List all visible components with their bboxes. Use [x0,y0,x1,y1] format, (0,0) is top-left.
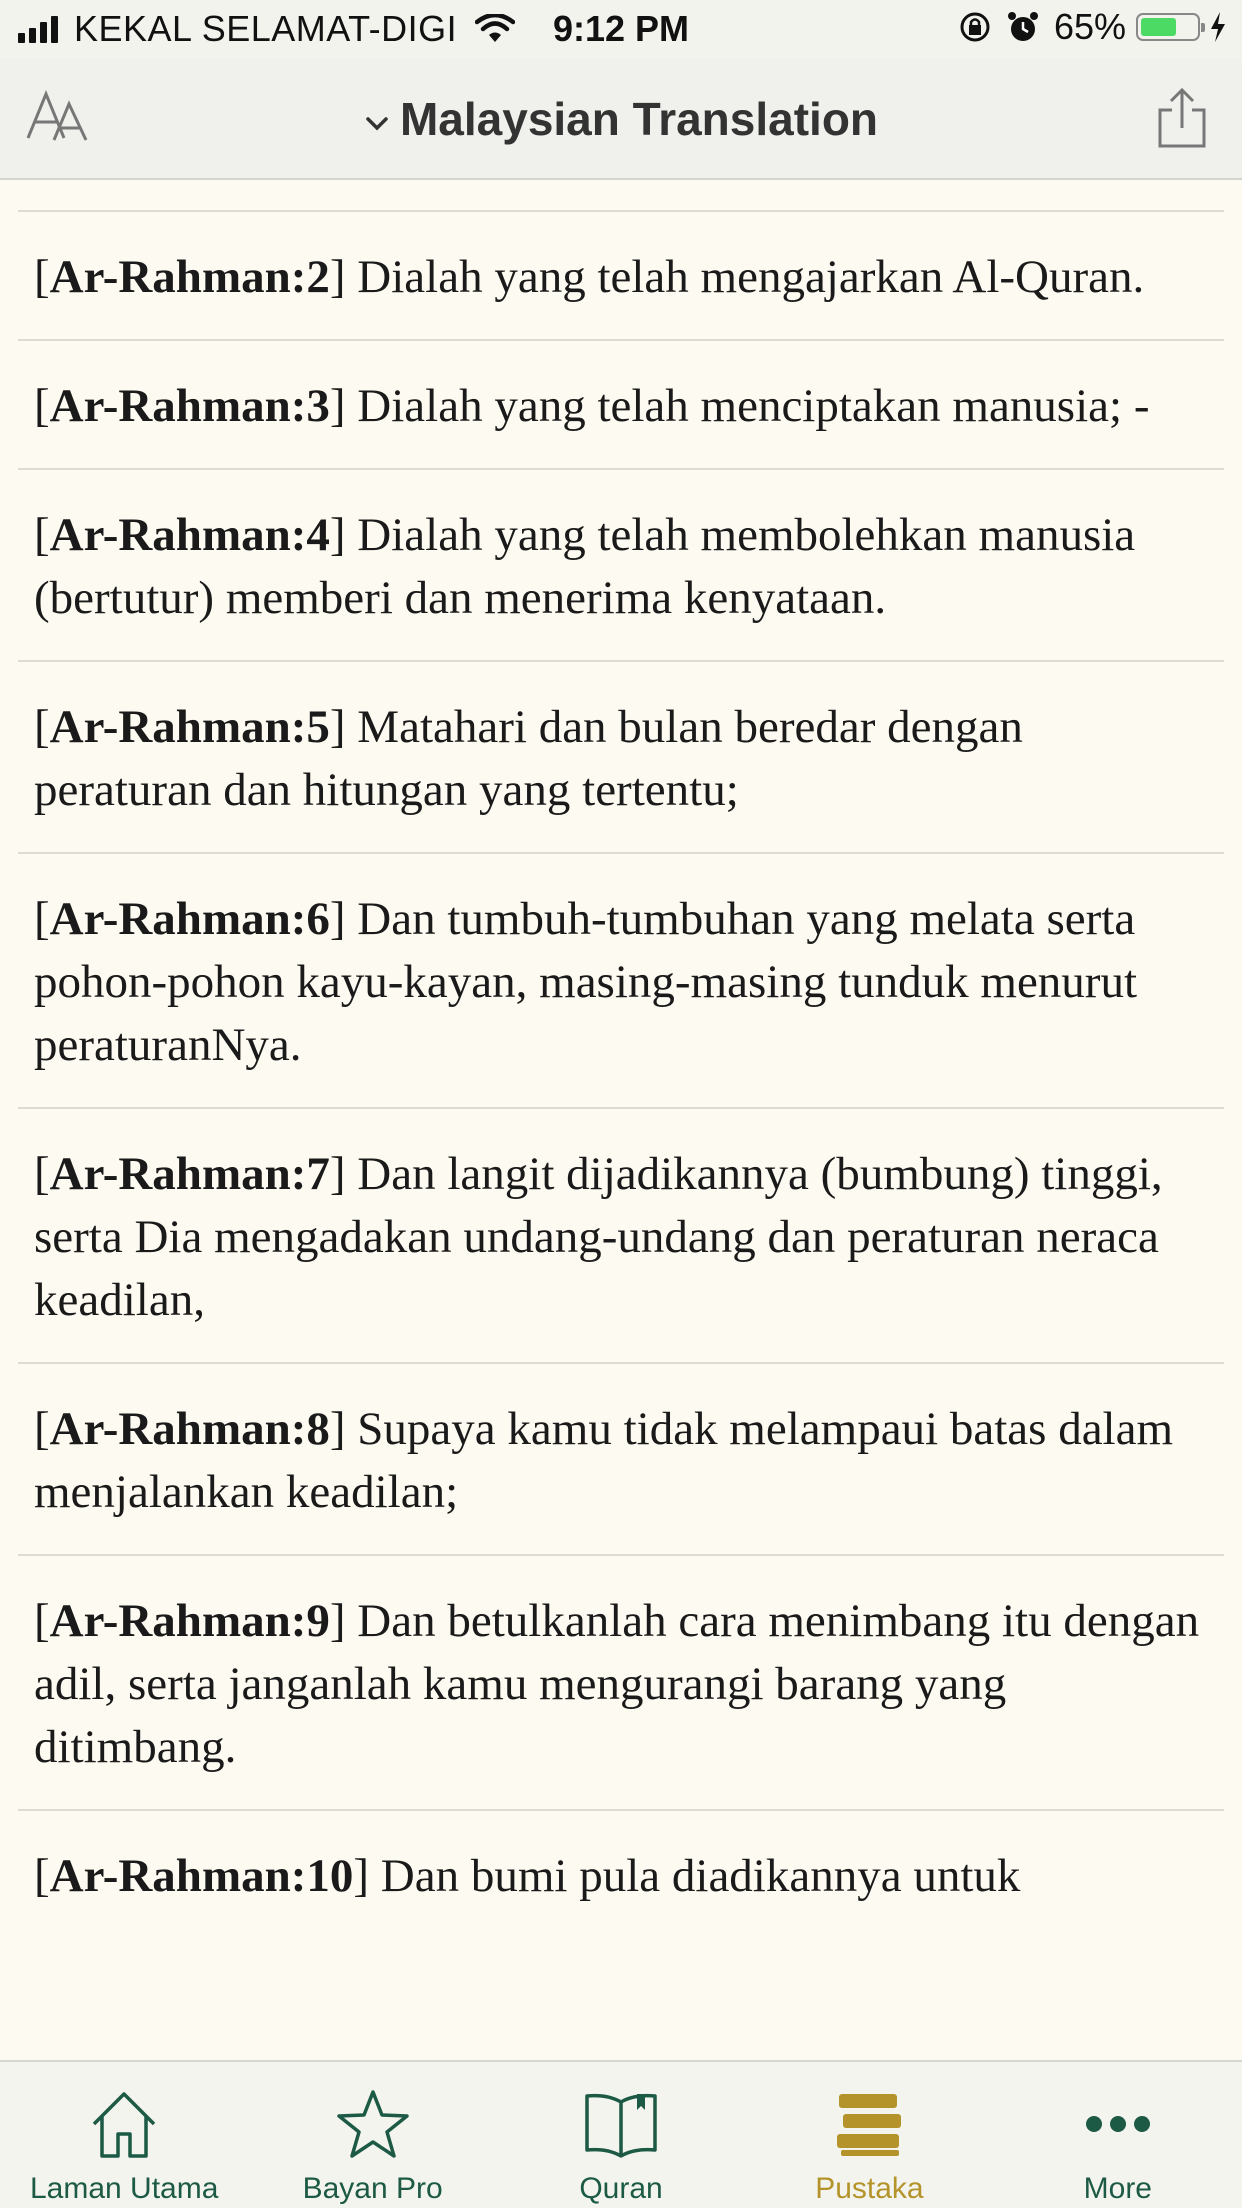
verse-ref: Ar-Rahman:3 [49,380,330,432]
verse-item[interactable]: [Ar-Rahman:4] Dialah yang telah membolehkan manusia (bertutur) memberi dan menerima kenyataan. [18,468,1224,660]
alarm-icon [1006,10,1040,44]
tab-label: Laman Utama [29,2172,219,2205]
home-icon [86,2088,162,2160]
carrier-name: KEKAL SELAMAT-DIGI [74,8,458,49]
more-icon [1078,2088,1158,2160]
battery-percent: 65% [1053,6,1126,47]
tab-label: Pustaka [815,2172,924,2205]
verse-text: Dan betulkanlah cara menimbang itu dengan adil, serta janganlah kamu mengurangi barang yang ditimbang. [34,1595,1200,1773]
verse-ref: Ar-Rahman:6 [49,893,330,945]
library-icon [829,2088,909,2160]
verse-item[interactable]: [Ar-Rahman:9] Dan betulkanlah cara menimbang itu dengan adil, serta janganlah kamu mengurangi barang yang ditimbang. [18,1554,1224,1809]
verse-ref: Ar-Rahman:10 [49,1850,354,1902]
clock-time: 9:12 PM [552,8,690,49]
tab-label: Bayan Pro [302,2172,443,2205]
verse-text: Dialah yang telah membolehkan manusia (bertutur) memberi dan menerima kenyataan. [34,509,1136,624]
verse-text: Supaya kamu tidak melampaui batas dalam menjalankan keadilan; [34,1403,1174,1518]
verse-list[interactable] [18,180,1224,2060]
chevron-down-icon [364,110,390,136]
verse-item[interactable]: [Ar-Rahman:6] Dan tumbuh-tumbuhan yang melata serta pohon-pohon kayu-kayan, masing-masing tunduk menurut peraturanNya. [18,852,1224,1107]
verse-ref: Ar-Rahman:5 [49,701,330,753]
verse-item[interactable]: [Ar-Rahman:3] Dialah yang telah menciptakan manusia; - [18,339,1224,468]
status-bar [0,0,1242,58]
verse-ref: Ar-Rahman:7 [49,1148,330,1200]
share-icon[interactable] [1154,86,1210,150]
verse-text: Dan tumbuh-tumbuhan yang melata serta pohon-pohon kayu-kayan, masing-masing tunduk menurut peraturanNya. [34,893,1138,1071]
translation-selector[interactable] [0,92,1242,146]
tab-more[interactable] [994,2062,1242,2208]
verse-item[interactable]: [Ar-Rahman:2] Dialah yang telah mengajarkan Al-Quran. [18,210,1224,339]
orientation-lock-icon [958,10,992,44]
book-icon [581,2088,661,2160]
verse-text: Dialah yang telah mengajarkan Al-Quran. [345,251,1145,303]
verse-item[interactable]: [Ar-Rahman:8] Supaya kamu tidak melampaui batas dalam menjalankan keadilan; [18,1362,1224,1554]
verse-text: Dan bumi pula diadikannya untuk [369,1850,1021,1902]
tab-label: More [1083,2172,1152,2205]
verse-item[interactable]: [Ar-Rahman:5] Matahari dan bulan beredar dengan peraturan dan hitungan yang tertentu; [18,660,1224,852]
verse-text: Matahari dan bulan beredar dengan peraturan dan hitungan yang tertentu; [34,701,1023,816]
verse-ref: Ar-Rahman:2 [49,251,330,303]
star-icon [335,2088,411,2160]
battery-icon [1136,13,1200,41]
verse-ref: Ar-Rahman:4 [49,509,330,561]
tab-bar [0,2060,1242,2208]
tab-laman-utama[interactable] [0,2062,248,2208]
nav-bar [0,58,1242,180]
page-title: Malaysian Translation [399,93,879,145]
tab-label: Quran [579,2172,663,2205]
verse-text: Dialah yang telah menciptakan manusia; - [345,380,1150,432]
verse-item[interactable]: [Ar-Rahman:10] Dan bumi pula diadikannya untuk [18,1809,1224,1938]
verse-item[interactable]: [Ar-Rahman:7] Dan langit dijadikannya (bumbung) tinggi, serta Dia mengadakan undang-undang dan peraturan neraca keadilan, [18,1107,1224,1362]
tab-pustaka[interactable] [745,2062,993,2208]
tab-bayan-pro[interactable] [248,2062,496,2208]
verse-text: Dan langit dijadikannya (bumbung) tinggi, serta Dia mengadakan undang-undang dan peraturan neraca keadilan, [34,1148,1163,1326]
charging-icon [1208,10,1228,44]
tab-quran[interactable] [497,2062,745,2208]
verse-ref: Ar-Rahman:8 [49,1403,330,1455]
verse-ref: Ar-Rahman:9 [49,1595,330,1647]
